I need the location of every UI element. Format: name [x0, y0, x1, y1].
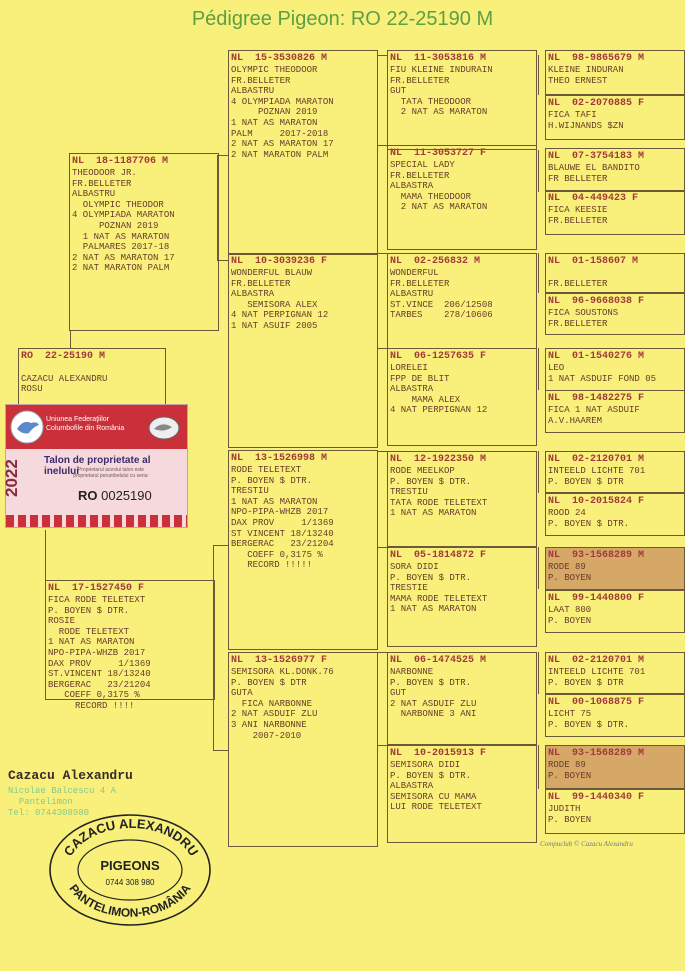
pigeon-info-line: TRESTIU	[390, 487, 428, 498]
pigeon-info-line: P. BOYEN $ DTR.	[390, 476, 472, 487]
pigeon-info-line: LEO	[548, 363, 565, 373]
pigeon-info-line: DAX PROV 1/1369	[231, 517, 334, 528]
pigeon-info-line: 1 NAT AS MARATON	[231, 496, 318, 507]
pigeon-info-line: FICA 1 NAT ASDUIF	[548, 405, 640, 415]
connector-line	[538, 451, 539, 493]
connector-line	[538, 253, 539, 293]
pigeon-info-line: TATA RODE TELETEXT	[390, 497, 488, 508]
pigeon-card-ddd	[387, 745, 537, 843]
pigeon-info-line: FPP DE BLIT	[390, 373, 450, 384]
pigeon-info-line: MAMA THEODOOR	[390, 191, 472, 202]
owner-address-line1: Nicolae Balcescu 4 A	[8, 786, 117, 796]
pigeon-ring-number: NL 12-1922350 M	[390, 454, 487, 465]
pigeon-card-sd	[228, 253, 378, 448]
pigeon-card-g4	[545, 190, 685, 235]
pigeon-info-line: 2007-2010	[231, 730, 302, 741]
stamp-top-text: CAZACU ALEXANDRU	[60, 815, 202, 859]
pigeon-info-line: SEMISORA KL.DONK.76	[231, 667, 334, 677]
pigeon-card-g12	[545, 590, 685, 633]
pigeon-ring-number: NL 98-9865679 M	[548, 53, 645, 64]
connector-line	[377, 55, 378, 145]
pigeon-info-line: ST VINCENT 18/13240	[231, 528, 334, 539]
pigeon-info-line: P. BOYEN $ DTR.	[390, 677, 472, 688]
pigeon-info-line: 4 NAT PERPIGNAN 12	[390, 405, 488, 416]
pigeon-info-line: TRESTIU	[231, 486, 269, 497]
ring-ownership-ticket	[2, 404, 188, 528]
pigeon-info-line: P. BOYEN	[548, 572, 592, 583]
pigeon-info-line: 1 NAT AS MARATON	[390, 508, 477, 519]
pigeon-info-line: FIU KLEINE INDURAIN	[390, 65, 493, 75]
pigeon-ring-number: NL 93-1568289 M	[548, 550, 645, 561]
connector-line	[165, 348, 166, 408]
pigeon-info-line: NPO-PIPA-WHZB 2017	[231, 507, 329, 518]
stamp-bottom-text: PANTELIMON-ROMÂNIA	[66, 881, 194, 920]
ticket-org-line2: Columbofile din România	[46, 425, 125, 432]
pigeon-info-line: 4 OLYMPIADA MARATON	[72, 210, 175, 221]
connector-line	[217, 155, 218, 260]
ticket-org-line1: Uniunea Federaţiilor	[46, 416, 110, 423]
pigeon-info-line: LORELEI	[390, 363, 428, 373]
pigeon-info-line: PALMARES 2017-18	[72, 242, 170, 253]
svg-text:CAZACU ALEXANDRU	[61, 816, 202, 859]
pigeon-info-line: COEFF 0,3175 %	[48, 690, 140, 701]
pigeon-card-g16	[545, 789, 685, 834]
connector-line	[45, 530, 46, 580]
pigeon-info-line: FR.BELLETER	[390, 75, 450, 86]
pigeon-card-dss	[387, 451, 537, 547]
pigeon-card-dsd	[387, 547, 537, 647]
connector-line	[377, 253, 378, 348]
pigeon-info-line: FICA KEESIE	[548, 205, 608, 215]
pigeon-info-line: TARBES 278/10606	[390, 310, 493, 321]
pigeon-card-sdd	[387, 348, 537, 446]
pigeon-info-line: FICA TAFI	[548, 110, 597, 120]
connector-line	[538, 652, 539, 694]
dove-logo-icon	[9, 409, 45, 445]
pigeon-info-line: ALBASTRA	[231, 289, 275, 300]
pigeon-info-line: 1 NAT AS MARATON	[390, 604, 477, 615]
pigeon-card-g10	[545, 493, 685, 536]
pigeon-card-ds	[228, 450, 378, 650]
pigeon-info-line: H.WIJNANDS $ZN	[548, 120, 624, 131]
pigeon-info-line: P. BOYEN $ DTR.	[48, 605, 130, 616]
pigeon-info-line: P. BOYEN $ DTR	[548, 476, 624, 487]
ticket-sub-line2: proprietarul porumbelului cu seria:	[73, 473, 149, 479]
pigeon-info-line: P. BOYEN	[548, 615, 592, 626]
pigeon-card-g13	[545, 652, 685, 694]
pigeon-info-line: NPO-PIPA-WHZB 2017	[48, 647, 146, 658]
connector-line	[538, 547, 539, 589]
pigeon-ring-number: NL 10-2015824 F	[548, 496, 645, 507]
connector-line	[377, 253, 387, 254]
pigeon-info-line: RODE 89	[548, 562, 586, 572]
pigeon-ring-number: NL 02-256832 M	[390, 256, 481, 267]
pigeon-info-line: ALBASTRU	[390, 289, 434, 300]
pigeon-info-line: LICHT 75	[548, 709, 592, 719]
connector-line	[213, 750, 229, 751]
pigeon-info-line: P. BOYEN $ DTR	[231, 677, 307, 688]
pigeon-info-line: BERGERAC 23/21204	[231, 539, 334, 550]
pigeon-card-g14	[545, 694, 685, 737]
ticket-title: Talon de proprietate al inelului	[44, 455, 151, 477]
pigeon-info-line: TRESTIE	[390, 583, 428, 594]
pigeon-info-line: OLYMPIC THEODOOR	[231, 65, 318, 75]
pigeon-card-g1	[545, 50, 685, 95]
pigeon-info-line: 1 NAT ASDUIF FOND 05	[548, 373, 657, 384]
pigeon-info-line	[21, 363, 163, 374]
pigeon-ring-number: NL 06-1257635 F	[390, 351, 487, 362]
pigeon-card-dam	[45, 580, 215, 711]
pigeon-info-line: ALBASTRU	[231, 86, 275, 97]
pigeon-info-line: 4 OLYMPIADA MARATON	[231, 96, 334, 107]
pigeon-info-line: ST.VINCENT 18/13240	[48, 669, 151, 680]
pigeon-card-g9	[545, 451, 685, 493]
pigeon-info-line: P. BOYEN $ DTR.	[548, 719, 630, 730]
pigeon-info-line: 1 NAT AS MARATON	[48, 637, 135, 648]
pigeon-info-line: SORA DIDI	[390, 562, 439, 572]
pigeon-info-line: P. BOYEN	[548, 814, 592, 825]
connector-line	[538, 745, 539, 789]
pigeon-info-line: ALBASTRU	[72, 189, 116, 200]
connector-line	[377, 745, 387, 746]
owner-address-line2: Pantelimon	[8, 797, 73, 807]
pigeon-info-line: FR.BELLETER	[390, 170, 450, 181]
pigeon-info-line: CAZACU ALEXANDRU	[21, 373, 108, 384]
pigeon-ring-number: NL 96-9668038 F	[548, 296, 645, 307]
ticket-ring-number	[78, 488, 152, 503]
pigeon-info-line: ALBASTRA	[390, 384, 434, 395]
pigeon-ring-number: NL 02-2120701 M	[548, 655, 645, 666]
pigeon-ring-number: NL 99-1440800 F	[548, 593, 645, 604]
pigeon-info-line: FICA SOUSTONS	[548, 308, 619, 318]
footer-credit: Compuclub © Cazacu Alexandru	[540, 840, 633, 848]
pigeon-info-line: 2 NAT AS MARATON 17	[231, 139, 334, 150]
pigeon-info-line: JUDITH	[548, 804, 581, 814]
pigeon-info-line: BERGERAC 23/21204	[48, 679, 151, 690]
connector-line	[213, 545, 229, 546]
pigeon-info-line: P. BOYEN $ DTR.	[390, 572, 472, 583]
connector-line	[377, 145, 387, 146]
pigeon-info-line: ROSIE	[48, 616, 76, 627]
pigeon-info-line: RODE TELETEXT	[231, 465, 302, 475]
page-title: Pédigree Pigeon: RO 22-25190 M	[191, 8, 494, 30]
connector-line	[377, 652, 387, 653]
pigeon-info-line: ROSU	[21, 384, 43, 395]
pigeon-info-line: LUI RODE TELETEXT	[390, 802, 482, 813]
pigeon-info-line: 1 NAT ASUIF 2005	[231, 320, 318, 331]
pigeon-info-line: RECORD !!!!	[48, 700, 135, 711]
pigeon-info-line: SEMISORA DIDI	[390, 760, 461, 770]
pigeon-info-line: SEMISORA ALEX	[231, 299, 318, 310]
pigeon-ring-number: NL 15-3530826 M	[231, 53, 328, 64]
pigeon-info-line: ST.VINCE 206/12508	[390, 299, 493, 310]
connector-line	[377, 652, 378, 745]
owner-stamp	[45, 810, 215, 928]
pigeon-info-line: TATA THEODOOR	[390, 96, 472, 107]
stamp-center-text: PIGEONS	[100, 858, 160, 873]
connector-line	[377, 547, 387, 548]
pigeon-info-line: FR.BELLETER	[231, 75, 291, 86]
pigeon-info-line: 2 NAT AS MARATON	[390, 202, 488, 213]
pigeon-card-ss	[228, 50, 378, 255]
pigeon-info-line: RODE TELETEXT	[48, 626, 130, 637]
pigeon-ring-number: NL 11-3053816 M	[390, 53, 487, 64]
pigeon-info-line: DAX PROV 1/1369	[48, 658, 151, 669]
connector-line	[377, 55, 387, 56]
owner-phone: Tel: 0744308980	[8, 808, 90, 818]
pigeon-info-line: RODE 89	[548, 760, 586, 770]
pigeon-info-line: FR.BELLETER	[548, 278, 608, 289]
pigeon-ring-number: NL 02-2070885 F	[548, 98, 645, 109]
pigeon-info-line: 2 NAT MARATON PALM	[231, 149, 329, 160]
pigeon-info-line: MAMA RODE TELETEXT	[390, 593, 488, 604]
pigeon-info-line: 1 NAT AS MARATON	[231, 117, 318, 128]
connector-line	[217, 155, 229, 156]
connector-line	[538, 348, 539, 390]
pigeon-info-line: FICA NARBONNE	[231, 698, 313, 709]
pigeon-info-line: BLAUWE EL BANDITO	[548, 163, 640, 173]
pigeon-info-line: KLEINE INDURAN	[548, 65, 624, 75]
pigeon-card-g5	[545, 253, 685, 293]
pigeon-info-line: P. BOYEN $ DTR.	[548, 518, 630, 529]
pigeon-ring-number: NL 01-1540276 M	[548, 351, 645, 362]
pigeon-info-line: P. BOYEN $ DTR	[548, 677, 624, 688]
pigeon-info-line: 3 ANI NARBONNE	[231, 719, 307, 730]
pigeon-info-line: OLYMPIC THEODOR	[72, 199, 164, 210]
pigeon-info-line: A.V.HAAREM	[548, 415, 603, 426]
pigeon-info-line: P. BOYEN	[548, 770, 592, 781]
pigeon-info-line: 2 NAT ASDUIF ZLU	[231, 709, 318, 720]
ticket-subtitle	[56, 467, 166, 479]
pigeon-card-g7	[545, 348, 685, 391]
pigeon-info-line: 4 NAT PERPIGNAN 12	[231, 310, 329, 321]
pigeon-info-line: RECORD !!!!!	[231, 560, 313, 571]
pigeon-ring-number: RO 22-25190 M	[21, 351, 106, 362]
pigeon-info-line: FR.BELLETER	[72, 178, 132, 189]
pigeon-info-line: POZNAN 2019	[72, 220, 159, 231]
pigeon-info-line: ROOD 24	[548, 508, 586, 518]
pigeon-card-subject	[18, 348, 166, 406]
pigeon-info-line: 2 NAT AS MARATON 17	[72, 252, 175, 263]
pigeon-info-line: 1 NAT AS MARATON	[72, 231, 170, 242]
pigeon-info-line: ALBASTRA	[390, 181, 434, 192]
pigeon-ring-number: NL 07-3754183 M	[548, 151, 645, 162]
pigeon-info-line: GUTA	[231, 688, 253, 699]
pigeon-info-line: COEFF 0,3175 %	[231, 549, 323, 560]
pigeon-card-dd	[228, 652, 378, 847]
pigeon-card-g3	[545, 148, 685, 192]
pigeon-info-line: FR.BELLETER	[548, 318, 608, 329]
pigeon-ring-number: NL 04-449423 F	[548, 193, 639, 204]
ticket-ring-digits: 0025190	[101, 488, 152, 503]
pigeon-ring-number: NL 11-3053727 F	[390, 148, 487, 159]
pigeon-info-line: ALBASTRA	[390, 781, 434, 792]
pigeon-info-line: NARBONNE	[390, 667, 434, 677]
pigeon-info-line: GUT	[390, 688, 407, 699]
pigeon-info-line: RODE MEELKOP	[390, 466, 455, 476]
pigeon-info-line: NARBONNE 3 ANI	[390, 709, 477, 720]
pigeon-ring-number: NL 93-1568289 M	[548, 748, 645, 759]
pigeon-info-line: FR BELLETER	[548, 173, 608, 184]
pigeon-card-sss	[387, 50, 537, 150]
pigeon-card-g8	[545, 390, 685, 433]
pigeon-info-line: LAAT 800	[548, 605, 592, 615]
pigeon-info-line: 2 NAT MARATON PALM	[72, 263, 170, 274]
pigeon-ring-number: NL 13-1526977 F	[231, 655, 328, 666]
pigeon-info-line: THEO ERNEST	[548, 75, 608, 86]
ticket-org	[46, 415, 141, 433]
pigeon-ring-number: NL 98-1482275 F	[548, 393, 645, 404]
pigeon-ring-number: NL 18-1187706 M	[72, 156, 169, 167]
pigeon-info-line: P. BOYEN $ DTR.	[390, 770, 472, 781]
pigeon-ring-number: NL 01-158607 M	[548, 256, 639, 267]
ticket-year: 2022	[2, 459, 21, 497]
ticket-sub-line1: Proprietarul acestui talon este	[77, 467, 145, 473]
pigeon-info-line: WONDERFUL	[390, 268, 439, 278]
connector-line	[217, 260, 229, 261]
connector-line	[213, 545, 214, 750]
pigeon-info-line: MAMA ALEX	[390, 394, 461, 405]
pigeon-card-g2	[545, 95, 685, 140]
pigeon-card-g6	[545, 293, 685, 335]
connector-line	[70, 330, 71, 348]
ticket-header	[6, 405, 187, 449]
ticket-ring-prefix: RO	[78, 488, 98, 503]
pigeon-info-line: SEMISORA CU MAMA	[390, 791, 477, 802]
connector-line	[377, 451, 378, 547]
pigeon-info-line: P. BOYEN $ DTR.	[231, 475, 313, 486]
connector-line	[377, 348, 387, 349]
pigeon-info-line: 2 NAT ASDUIF ZLU	[390, 698, 477, 709]
pigeon-info-line: INTEELD LICHTE 701	[548, 667, 646, 677]
pigeon-ring-number: NL 05-1814872 F	[390, 550, 487, 561]
pigeon-info-line: INTEELD LICHTE 701	[548, 466, 646, 476]
connector-line	[538, 150, 539, 192]
pigeon-info-line: FR.BELLETER	[390, 278, 450, 289]
connector-line	[538, 55, 539, 95]
pigeon-card-sds	[387, 253, 537, 349]
pigeon-ring-number: NL 10-3039236 F	[231, 256, 328, 267]
pigeon-info-line: PALM 2017-2018	[231, 128, 329, 139]
pigeon-ring-number: NL 13-1526998 M	[231, 453, 328, 464]
pigeon-info-line: FR.BELLETER	[548, 215, 608, 226]
pigeon-card-g15	[545, 745, 685, 789]
pigeon-card-sire	[69, 153, 219, 331]
fci-logo-icon	[148, 415, 180, 441]
pigeon-ring-number: NL 99-1440340 F	[548, 792, 645, 803]
pigeon-ring-number: NL 00-1068875 F	[548, 697, 645, 708]
pigeon-info-line: THEODOOR JR.	[72, 168, 137, 178]
pigeon-info-line: SPECIAL LADY	[390, 160, 455, 170]
owner-name: Cazacu Alexandru	[8, 768, 133, 783]
pigeon-ring-number: NL 10-2015913 F	[390, 748, 487, 759]
pigeon-info-line	[548, 268, 682, 279]
ticket-pattern-strip	[6, 515, 187, 527]
pigeon-info-line: GUT	[390, 86, 407, 97]
pigeon-ring-number: NL 17-1527450 F	[48, 583, 145, 594]
pigeon-card-g11	[545, 547, 685, 590]
pigeon-card-dds	[387, 652, 537, 745]
pigeon-info-line: 2 NAT AS MARATON	[390, 107, 488, 118]
pigeon-ring-number: NL 06-1474525 M	[390, 655, 487, 666]
pigeon-info-line: WONDERFUL BLAUW	[231, 268, 313, 278]
pigeon-info-line: POZNAN 2019	[231, 107, 318, 118]
connector-line	[377, 451, 387, 452]
stamp-phone: 0744 308 980	[105, 878, 155, 887]
pigeon-info-line: FICA RODE TELETEXT	[48, 595, 146, 605]
pigeon-info-line: FR.BELLETER	[231, 278, 291, 289]
pigeon-ring-number: NL 02-2120701 M	[548, 454, 645, 465]
pigeon-card-ssd	[387, 145, 537, 250]
